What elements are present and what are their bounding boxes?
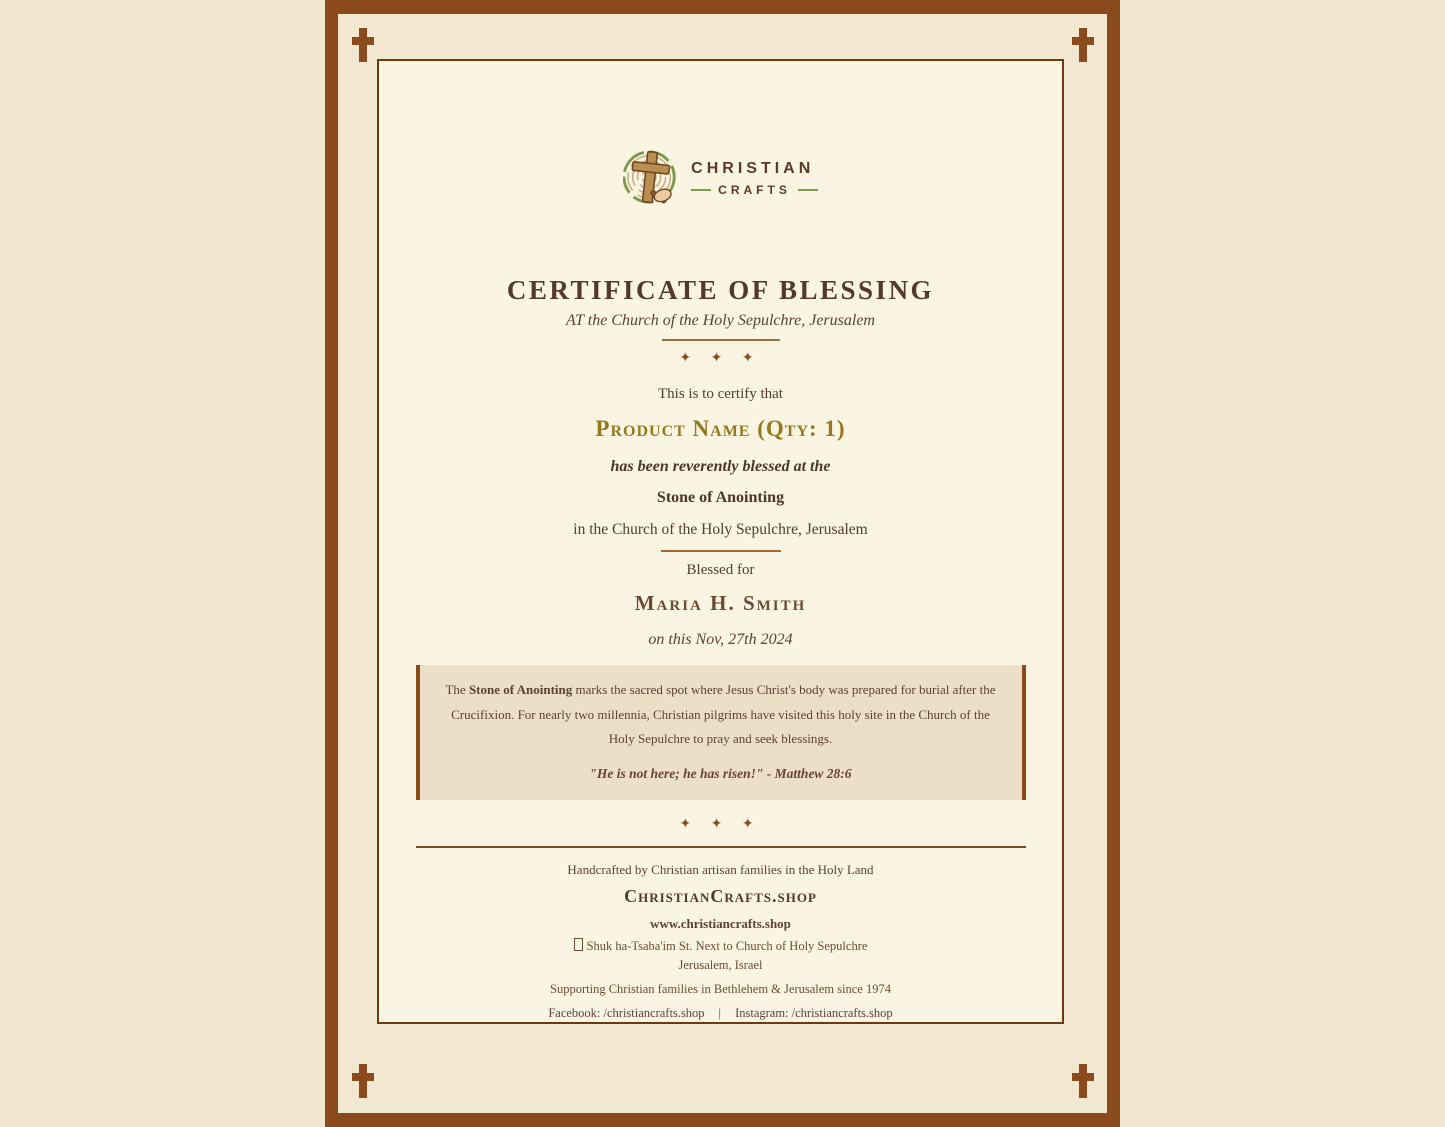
wood-cross-logo-icon — [623, 147, 681, 209]
instagram-handle: Instagram: /christiancrafts.shop — [735, 1006, 893, 1021]
note-text-prefix: The — [445, 682, 469, 697]
address-line1: Shuk ha-Tsaba'im St. Next to Church of Holy Sepulchre — [586, 938, 868, 953]
dash-icon — [798, 189, 818, 191]
facebook-handle: Facebook: /christiancrafts.shop — [548, 1006, 705, 1021]
address-block — [379, 937, 1062, 976]
certificate-body — [377, 59, 1064, 1024]
divider-line — [662, 339, 780, 341]
logo-brand-top: CHRISTIAN — [691, 159, 815, 177]
recipient-name: Maria H. Smith — [634, 591, 807, 615]
blessed-line: has been reverently blessed at the — [610, 458, 831, 475]
diamond-ornament: ✦ ✦ ✦ — [679, 351, 762, 366]
footer-divider-line — [416, 846, 1026, 848]
product-name: Product Name (Qty: 1) — [595, 416, 846, 441]
cross-icon — [1072, 28, 1094, 62]
note-text-bold: Stone of Anointing — [468, 682, 573, 697]
footer-brand: ChristianCrafts.shop — [624, 885, 817, 906]
dash-icon — [691, 189, 711, 191]
certify-line: This is to certify that — [658, 386, 783, 402]
pipe-separator: | — [718, 1006, 722, 1021]
logo-brand-bottom — [691, 183, 818, 197]
diamond-ornament: ✦ ✦ ✦ — [679, 816, 762, 832]
supporting-line: Supporting Christian families in Bethlehem & Jerusalem since 1974 — [550, 982, 891, 997]
scripture-quote: "He is not here; he has risen!" - Matthew 28:6 — [589, 766, 852, 782]
social-links-line — [379, 1006, 1062, 1021]
cross-icon — [1072, 1064, 1094, 1098]
stone-of-anointing-note — [416, 665, 1026, 800]
christian-crafts-logo — [379, 147, 1062, 209]
blessing-date: on this Nov, 27th 2024 — [648, 631, 793, 648]
blessed-for-label: Blessed for — [686, 562, 755, 578]
location-pin-missing-glyph-icon — [574, 938, 583, 951]
website-url: www.christiancrafts.shop — [650, 915, 791, 931]
handcrafted-line: Handcrafted by Christian artisan families in the Holy Land — [567, 861, 874, 877]
logo-wordmark — [691, 160, 818, 197]
divider-line-gold — [661, 550, 781, 552]
cross-icon — [352, 1064, 374, 1098]
location-name: Stone of Anointing — [656, 489, 785, 506]
note-text-suffix: marks the sacred spot where Jesus Christ's body was prepared for burial after the Crucifixion. For nearly two millennia, Christian pilgrims have visited this holy site in the Church of the Holy Sepulchre to pray and seek blessings. — [451, 682, 996, 747]
cross-icon — [352, 28, 374, 62]
certificate-title: CERTIFICATE OF BLESSING — [506, 275, 935, 305]
logo-brand-bottom-label: CRAFTS — [718, 182, 791, 197]
certificate-subtitle: AT the Church of the Holy Sepulchre, Jerusalem — [566, 312, 875, 329]
location-line: in the Church of the Holy Sepulchre, Jerusalem — [573, 521, 868, 538]
address-line2: Jerusalem, Israel — [678, 958, 763, 973]
